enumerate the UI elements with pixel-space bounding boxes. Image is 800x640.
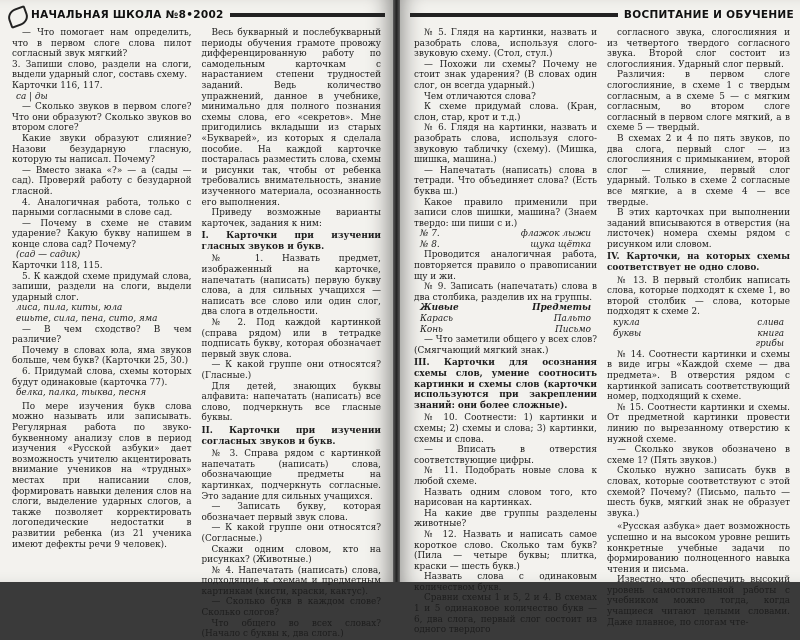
paragraph: Весь букварный и послебукварный периоды обучения грамоте провожу дифференцированную работу по самодельным карточкам с нарастанием степени трудностей заданий. Ведь количество упражнений, данное в учебнике, минимально для полного познания схемы слова, его «секретов». Мне пригодились вкладыши из старых «Букварей», из которых я сделала пособие. На каждой карточке постаралась разместить слова, схемы и рисунки так, чтобы от ребенка требовались внимательность, знание изученного материала, осознанность его выполнения. <box>201 28 381 208</box>
paragraph: 4. Аналогичная работа, только с парными согласными в слове сад. <box>12 197 192 219</box>
right-column-2 <box>607 28 790 628</box>
paragraph: Какие звуки образуют слияние? Назови безударную гласную, которую ты написал. Почему? <box>12 133 192 166</box>
section-heading: I. Карточки при изучении гласных звуков и букв. <box>201 231 381 252</box>
word-pair-cell: кукла <box>613 318 640 329</box>
paragraph: «Русская азбука» дает возможность успешно и на высоком уровне решить конкретные учебные задачи по формированию полноценного навыка чтения и письма. <box>607 522 790 575</box>
paragraph: согласного звука, слогослияния и из четвертого твердого согласного звука. Второй слог состоит из слогослияния. Ударный слог первый. <box>607 28 790 70</box>
paragraph: Сравни схемы 1 и 5, 2 и 4. В схемах 1 и 5 одинаковое количество букв — 6, два слога, первый слог состоит из одного твердого <box>414 593 597 636</box>
right-page <box>400 0 800 636</box>
right-column-1 <box>414 28 597 636</box>
section-heading: II. Карточки при изучении согласных звуков и букв. <box>201 425 381 447</box>
header-rule <box>230 13 385 17</box>
word-pair-cell: слива <box>757 318 784 329</box>
paragraph: 6. Придумай слова, схемы которых будут одинаковые (карточка 77). <box>12 367 192 388</box>
left-columns <box>12 28 381 640</box>
paragraph: № 11. Подобрать новые слова к любой схеме. <box>414 466 597 487</box>
paragraph: — Вписать в отверстия соответствующие цифры. <box>414 445 597 466</box>
paragraph: Что общего во всех словах? (Начало с буквы к, два слога.) <box>201 618 381 640</box>
word-pair-row <box>414 240 597 251</box>
paragraph: — Почему в схеме не ставим ударение? Какую букву напишем в конце слова сад? Почему? <box>12 218 192 250</box>
paragraph: — Вместо знака «?» — а (сады — сад). Проверяй работу с безударной гласной. <box>12 165 192 197</box>
paragraph: — К какой группе они относятся? (Гласные.) <box>201 360 381 381</box>
paragraph: Почему в словах юла, яма звуков больше, чем букв? (Карточки 25, 30.) <box>12 345 192 367</box>
paragraph: В этих карточках при выполнении заданий вписываются в отверстия (на листочек) номера схемы рядом с рисунком или словом. <box>607 208 790 250</box>
paragraph: По мере изучения букв слова можно называть или записывать. Регулярная работа по звуко-буквенному анализу слов в период изучения «Русской азбуки» дает возможность учителю акцентировать внимание учеников на «трудных» местах при написании слов, формировать навыки деления слов на слоги, выделение ударных слогов, а также позволяет корректировать логопедические недостатки в развитии ребенка (из 21 ученика имеют дефекты речи 9 человек). <box>12 401 192 550</box>
word-pair-cell: № 8. <box>420 239 440 250</box>
paragraph: № 10. Соотнести: 1) картинки и схемы; 2) схемы и слова; 3) картинки, схемы и слова. <box>414 413 597 445</box>
word-pair-row <box>607 339 790 350</box>
word-pair-cell: грибы <box>755 339 784 350</box>
paragraph: № 13. В первый столбик написать слова, которые подходят к схеме 1, во второй столбик — слова, которые подходят к схеме 2. <box>607 275 790 318</box>
paragraph: Назвать слова с одинаковым количеством букв. <box>414 572 597 593</box>
paragraph: сa | ды <box>16 91 48 102</box>
paragraph: Сколько нужно записать букв в словах, которые соответствуют с этой схемой? Почему? (Письмо, пальто — шесть букв, мягкий знак не образует звука.) <box>607 466 790 519</box>
word-pair-cell: Предметы <box>532 303 591 314</box>
word-pair-cell: книга <box>757 328 784 339</box>
word-pair-cell: Конь <box>420 324 443 335</box>
word-pair-cell: Пальто <box>553 314 591 325</box>
word-pair-cell: Живые <box>420 303 459 314</box>
paragraph: № 9. Записать (напечатать) слова в два столбика, разделив их на группы. <box>414 282 597 303</box>
paragraph: — В чем сходство? В чем различие? <box>12 324 192 346</box>
word-pair-row <box>414 229 597 240</box>
paragraph: № 1. Назвать предмет, изображенный на карточке, напечатать (написать) первую букву слова, а для сильных учащихся — написать все слово или один слог, два слога в отдельности. <box>201 254 381 318</box>
left-page-header <box>6 6 385 24</box>
paragraph: — Что заметили общего у всех слов? (Смягчающий мягкий знак.) <box>414 335 597 356</box>
paragraph: — Сколько букв в каждом слове? Сколько слогов? <box>201 597 381 619</box>
word-pair-cell: Письмо <box>555 324 591 335</box>
word-pair-cell: щука щётка <box>530 239 591 250</box>
word-pair-row <box>607 329 790 340</box>
word-pair-row <box>414 303 597 314</box>
journal-logo-icon <box>6 6 28 24</box>
paragraph: № 3. Справа рядом с картинкой напечатать (написать) слова, обозначающие предметы на картинках, подчеркнуть согласные. Это задание для сильных учащихся. <box>201 449 381 502</box>
left-column-2 <box>201 28 382 640</box>
word-pair-row <box>414 325 597 336</box>
word-pair-row <box>414 314 597 325</box>
paragraph: № 2. Под каждой картинкой (справа рядом) или в тетрадке подписать букву, которая обозначает первый звук слова. <box>201 318 381 360</box>
left-header-title: НАЧАЛЬНАЯ ШКОЛА №8•2002 <box>31 9 224 21</box>
paragraph: белка, палка, тыква, песня <box>16 388 147 399</box>
section-heading: IV. Карточки, на которых схемы соответствует не одно слово. <box>607 252 790 274</box>
section-heading: III. Карточки для осознания схемы слов, умение соотносить картинки и схемы слов (карточки используются при закреплении знаний: они более сложные). <box>414 358 597 411</box>
paragraph: Чем отличаются слова? <box>424 91 536 102</box>
paragraph: Проводится аналогичная работа, повторяется правило о правописании щу и жи. <box>414 250 597 282</box>
paragraph: № 4. Напечатать (написать) слова, подходящие к схемам и предметным картинкам (кисти, краски, кактус). <box>201 565 381 597</box>
paragraph: Приведу возможные варианты карточек, задания к ним: <box>201 208 381 229</box>
paragraph: — Что помогает нам определить, что в первом слоге слова пилот согласный звук мягкий? <box>12 28 192 60</box>
word-pair-cell: Карась <box>420 314 453 325</box>
book-gutter <box>393 0 400 582</box>
left-page <box>0 0 393 640</box>
paragraph: К схеме придумай слова. (Кран, слон, стар, крот и т.д.) <box>414 102 597 123</box>
right-columns <box>414 28 790 636</box>
header-rule <box>410 13 618 17</box>
paragraph: Какое правило применили при записи слов шишки, машина? (Знаем твердо: ши пиши с и.) <box>414 197 597 229</box>
paragraph: — Похожи ли схемы? Почему не стоит знак ударения? (В словах один слог, он всегда ударный.) <box>414 59 597 91</box>
paragraph: — К какой группе они относятся? (Согласные.) <box>201 523 381 544</box>
paragraph: Карточки 116, 117. <box>12 80 103 91</box>
paragraph: — Сколько звуков обозначено в схеме 1? (Пять звуков.) <box>607 445 790 466</box>
word-pair-row <box>607 318 790 329</box>
paragraph: № 12. Назвать и написать самое короткое слово. Сколько там букв? (Пила — четыре буквы; плитка, краски — шесть букв.) <box>414 529 597 572</box>
right-page-header <box>410 6 794 24</box>
paragraph: № 15. Соотнести картинки и схемы. От предметной картинки провести линию по вырезанному отверстию к нужной схеме. <box>607 402 790 445</box>
right-header-title: ВОСПИТАНИЕ И ОБУЧЕНИЕ <box>623 9 794 21</box>
paragraph: 3. Запиши слово, раздели на слоги, выдели ударный слог, составь схему. <box>12 59 192 81</box>
paragraph: Карточки 118, 115. <box>12 261 103 272</box>
paragraph: лиса, пила, киты, юла <box>16 303 123 314</box>
paragraph: № 5. Глядя на картинки, назвать и разобрать слова, используя слого-звуковую схему. (Стол, стул.) <box>414 28 597 60</box>
word-pair-cell: флажок лыжи <box>520 229 591 240</box>
paragraph: Различия: в первом слоге слогослияние, в схеме 1 с твердым согласным, а в схеме 5 — с мягким согласным, во втором слоге согласный в первом слоге мягкий, а в схеме 5 — твердый. <box>607 70 790 134</box>
paragraph: Для детей, знающих буквы алфавита: напечатать (написать) все слово, подчеркнуть все гласные буквы. <box>201 381 381 424</box>
paragraph: Скажи одним словом, кто на рисунках? (Животные.) <box>201 544 381 566</box>
paragraph: (сад — садик) <box>16 250 81 261</box>
paragraph: — Напечатать (написать) слова в тетради. Что объединяет слова? (Есть буква ш.) <box>414 165 597 197</box>
paragraph: — Сколько звуков в первом слоге? Что они образуют? Сколько звуков во втором слоге? <box>12 102 192 134</box>
word-pair-cell: № 7. <box>420 229 440 240</box>
paragraph: № 6. Глядя на картинки, назвать и разобрать слова, используя слого-звуковую табличку (схему). (Мишка, шишка, машина.) <box>414 123 597 166</box>
word-pair-cell <box>613 339 681 350</box>
paragraph: Назвать одним словом того, кто нарисован на картинках. <box>414 487 597 509</box>
paragraph: № 14. Соотнести картинки и схемы в виде игры «Каждой схеме — два предмета». В отверстия рядом с картинкой записать соответствующий номер, подходящий к схеме. <box>607 349 790 403</box>
paragraph: — Записать букву, которая обозначает первый звук слова. <box>201 502 381 523</box>
paragraph: В схемах 2 и 4 по пять звуков, по два слога, первый слог — из слогослияния с примыканием, второй слог — слияние, первый слог ударный. Только в схеме 2 согласные все мягкие, а в схеме 4 — все твердые. <box>607 133 790 208</box>
paragraph: ешьте, сила, пена, сито, яма <box>16 314 158 325</box>
paragraph: 5. К каждой схеме придумай слова, запиши, раздели на слоги, выдели ударный слог. <box>12 271 192 303</box>
paragraph: Известно, что обеспечить высокий уровень самостоятельной работы с учебником можно тогда, когда учащиеся читают целыми словами. Даже плавное, по слогам чте- <box>607 575 790 628</box>
paragraph: На какие две группы разделены животные? <box>414 508 597 530</box>
word-pair-cell: буквы <box>613 328 642 339</box>
left-column-1 <box>12 28 192 578</box>
